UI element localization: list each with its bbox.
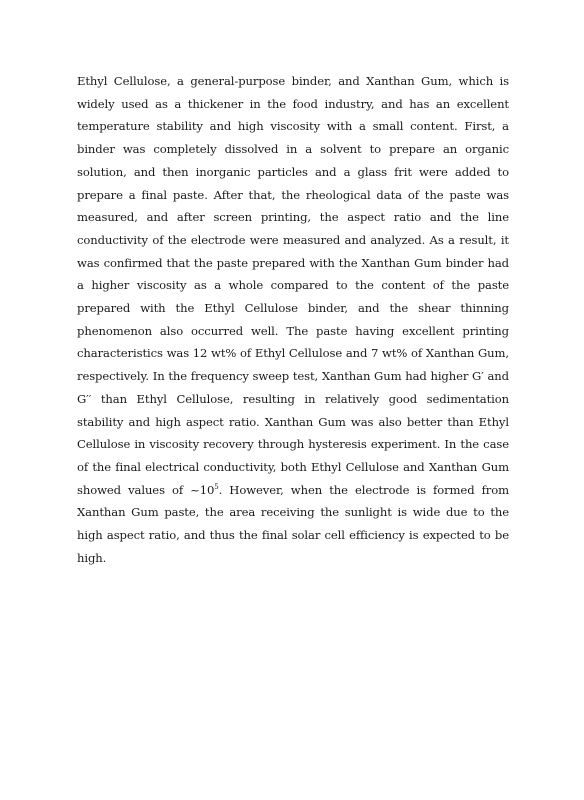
abstract-text-after-exponent: . However, when the electrode is formed from Xanthan Gum paste, the area receiving the sunlight is wide due to the high aspect ratio, and thus the final solar cell efficiency is expected to be high.	[77, 482, 509, 565]
abstract-text-before-exponent: Ethyl Cellulose, a general-purpose binder, and Xanthan Gum, which is widely used as a thickener in the food industry, and has an excellent temperature stability and high viscosity with a small content. First, a binder was completely dissolved in a solvent to prepare an organic solution, and then inorganic particles and a glass frit were added to prepare a final paste. After that, the rheological data of the paste was measured, and after screen printing, the aspect ratio and the line conductivity of the electrode were measured and analyzed. As a result, it was confirmed that the paste prepared with the Xanthan Gum binder had a higher viscosity as a whole compared to the content of the paste prepared with the Ethyl Cellulose binder, and the shear thinning phenomenon also occurred well. The paste having excellent printing characteristics was 12 wt% of Ethyl Cellulose and 7 wt% of Xanthan Gum, respectively. In the frequency sweep test, Xanthan Gum had higher G′ and G′′ than Ethyl Cellulose, resulting in relatively good sedimentation stability and high aspect ratio. Xanthan Gum was also better than Ethyl Cellulose in viscosity recovery through hysteresis experiment. In the case of the final electrical conductivity, both Ethyl Cellulose and Xanthan Gum showed values of ~10	[77, 74, 509, 497]
abstract-paragraph	[77, 70, 509, 569]
abstract-exponent: 5	[214, 482, 219, 491]
